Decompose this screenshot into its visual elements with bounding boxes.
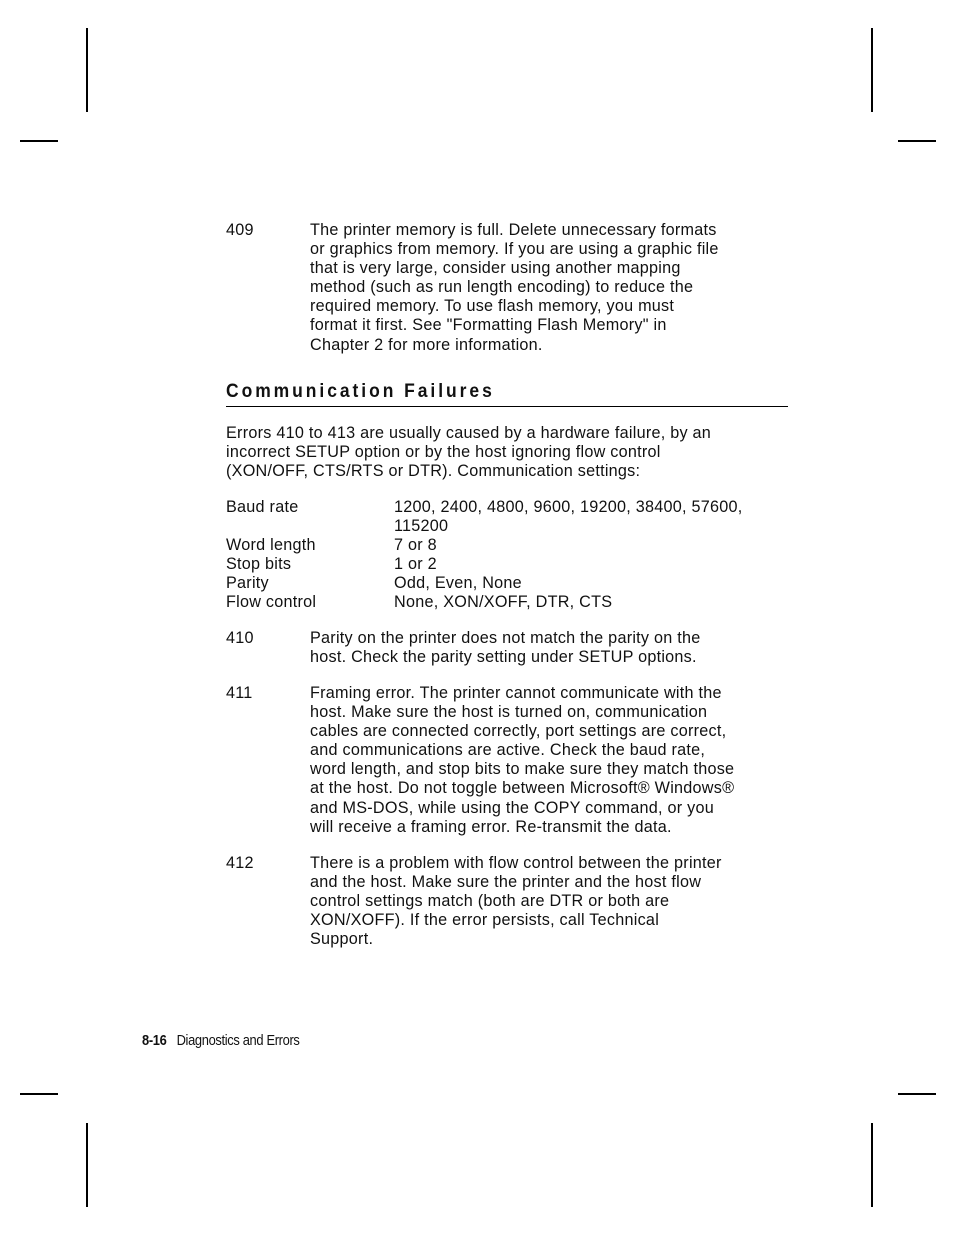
error-entry-410 — [226, 629, 796, 667]
settings-table — [226, 498, 796, 613]
desc-line: that is very large, consider using another mapping — [310, 259, 681, 278]
crop-mark-bottom-left-vertical — [86, 1123, 88, 1207]
setting-name: Parity — [226, 574, 269, 593]
setting-row-stop-bits — [226, 555, 796, 574]
setting-name: Stop bits — [226, 555, 292, 574]
setting-name: Flow control — [226, 593, 317, 612]
desc-line: Chapter 2 for more information. — [310, 335, 543, 354]
setting-value-line: Odd, Even, None — [394, 574, 522, 593]
setting-value — [394, 555, 796, 574]
desc-line: format it first. See "Formatting Flash Memory" in — [310, 316, 667, 335]
setting-row-parity — [226, 574, 796, 593]
crop-mark-top-right-vertical — [871, 28, 873, 112]
error-code: 412 — [226, 854, 254, 872]
desc-line: word length, and stop bits to make sure they match those — [310, 760, 735, 779]
setting-value-line: 115200 — [394, 517, 449, 536]
desc-line: at the host. Do not toggle between Microsoft® Windows® — [310, 779, 735, 798]
error-description — [310, 684, 796, 837]
error-description — [310, 221, 796, 355]
error-entry-409 — [226, 221, 796, 355]
setting-value — [394, 593, 796, 612]
setting-name: Baud rate — [226, 498, 299, 516]
setting-value-line: None, XON/XOFF, DTR, CTS — [394, 593, 613, 612]
page-footer — [142, 1031, 300, 1051]
error-code: 410 — [226, 629, 254, 647]
section-divider — [226, 406, 788, 407]
desc-line: will receive a framing error. Re-transmit the data. — [310, 817, 672, 836]
setting-row-baud-rate — [226, 498, 796, 536]
crop-mark-bottom-left-horizontal — [20, 1093, 58, 1095]
crop-mark-top-right-horizontal — [898, 140, 936, 142]
crop-mark-bottom-right-vertical — [871, 1123, 873, 1207]
crop-mark-top-left-vertical — [86, 28, 88, 112]
desc-line: or graphics from memory. If you are using a graphic file — [310, 240, 719, 259]
desc-line: Support. — [310, 930, 374, 949]
desc-line: and the host. Make sure the printer and the host flow — [310, 873, 702, 892]
desc-line: cables are connected correctly, port settings are correct, — [310, 722, 727, 741]
setting-value-line: 1 or 2 — [394, 555, 437, 574]
intro-line: incorrect SETUP option or by the host ignoring flow control — [226, 443, 661, 462]
error-entry-412 — [226, 854, 796, 949]
desc-line: There is a problem with flow control between the printer — [310, 854, 722, 872]
desc-line: XON/XOFF). If the error persists, call Technical — [310, 911, 660, 930]
setting-value-line: 7 or 8 — [394, 536, 437, 555]
intro-line: Errors 410 to 413 are usually caused by a hardware failure, by an — [226, 424, 712, 442]
setting-value — [394, 574, 796, 593]
desc-line: Framing error. The printer cannot communicate with the — [310, 684, 722, 702]
setting-value — [394, 498, 796, 536]
desc-line: host. Check the parity setting under SETUP options. — [310, 648, 697, 667]
crop-mark-bottom-right-horizontal — [898, 1093, 936, 1095]
error-description — [310, 854, 796, 949]
setting-row-word-length — [226, 536, 796, 555]
error-description — [310, 629, 796, 667]
desc-line: method (such as run length encoding) to reduce the — [310, 278, 694, 297]
crop-mark-top-left-horizontal — [20, 140, 58, 142]
error-code: 409 — [226, 221, 254, 239]
setting-row-flow-control — [226, 593, 796, 612]
setting-value — [394, 536, 796, 555]
setting-name: Word length — [226, 536, 316, 555]
chapter-title: Diagnostics and Errors — [176, 1032, 300, 1049]
desc-line: host. Make sure the host is turned on, communication — [310, 703, 708, 722]
intro-paragraph — [226, 424, 796, 481]
desc-line: Parity on the printer does not match the parity on the — [310, 629, 701, 647]
desc-line: required memory. To use flash memory, you must — [310, 297, 675, 316]
error-entry-411 — [226, 684, 796, 837]
section-heading: Communication Failures — [226, 381, 495, 402]
error-code: 411 — [226, 684, 253, 702]
desc-line: and MS-DOS, while using the COPY command, or you — [310, 798, 714, 817]
page-number: 8-16 — [142, 1032, 167, 1049]
desc-line: control settings match (both are DTR or both are — [310, 892, 670, 911]
setting-value-line: 1200, 2400, 4800, 9600, 19200, 38400, 57600, — [394, 498, 743, 516]
desc-line: and communications are active. Check the baud rate, — [310, 741, 706, 760]
intro-line: (XON/OFF, CTS/RTS or DTR). Communication settings: — [226, 462, 641, 481]
desc-line: The printer memory is full. Delete unnecessary formats — [310, 221, 717, 239]
